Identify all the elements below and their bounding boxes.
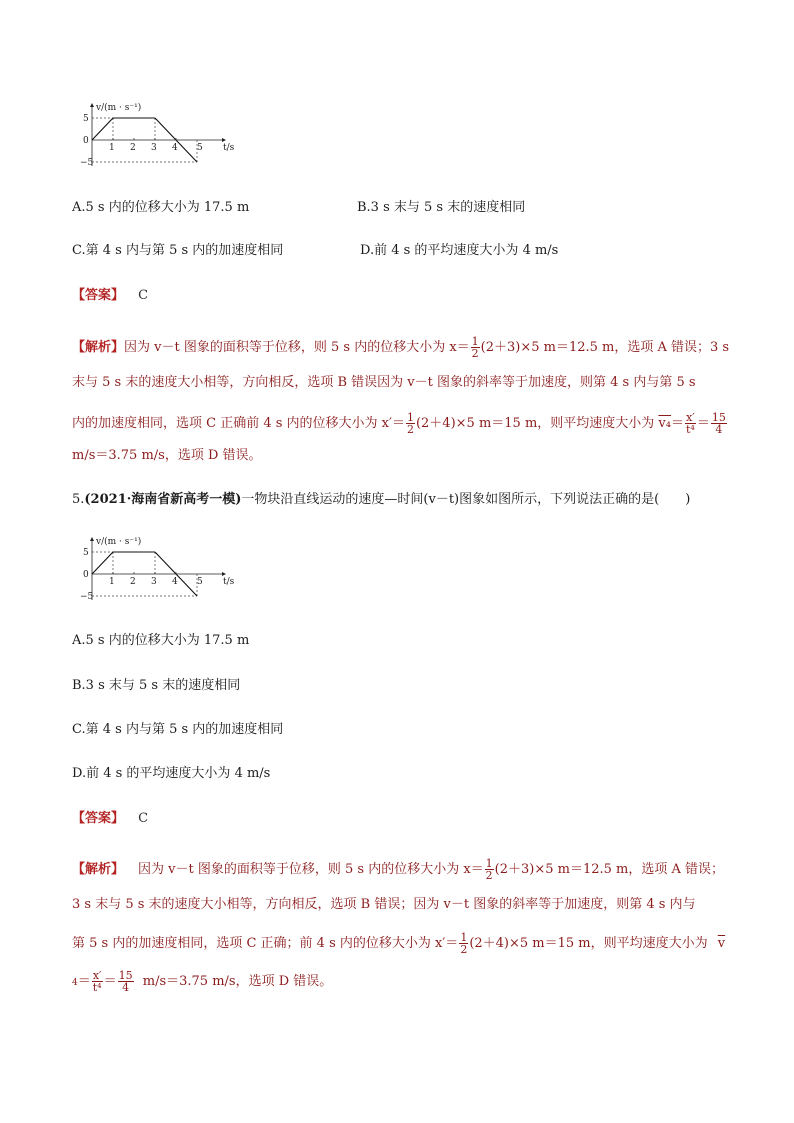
analysis-text: (2＋3)×5 m＝12.5 m，选项 A 错误；3 s [480, 340, 730, 355]
top-analysis-line-3 [72, 412, 728, 435]
fraction-x-over-t: $\frac{x'}{\text{t⁴}}$ [686, 411, 695, 436]
y-tick-neg5: −5 [80, 592, 94, 602]
fraction-x-over-t: $\frac{x'}{\text{t⁴}}$ [92, 969, 102, 994]
q5-analysis-line-3 [72, 932, 725, 955]
top-option-b: B.3 s 末与 5 s 末的速度相同 [357, 200, 526, 215]
vt-graph-top [80, 100, 240, 172]
q5-analysis-line-2: 3 s 末与 5 s 末的速度大小相等，方向相反，选项 B 错误；因为 v－t 图象的斜率等于加速度，则第 4 s 内与 [72, 897, 696, 912]
top-option-d: D.前 4 s 的平均速度大小为 4 m/s [360, 243, 559, 258]
x-tick-5: 5 [197, 143, 203, 153]
x-tick-2: 2 [130, 577, 136, 587]
analysis-text: 第 5 s 内的加速度相同，选项 C 正确；前 4 s 内的位移大小为 x′＝ [72, 936, 459, 951]
x-tick-4: 4 [172, 577, 178, 587]
top-analysis-line-1 [72, 336, 729, 359]
q5-source: (2021·海南省新高考一模) [84, 492, 242, 507]
avg-velocity-symbol: $\overline{v}$ [717, 936, 726, 951]
analysis-text: (2＋3)×5 m＝12.5 m，选项 A 错误； [494, 862, 725, 877]
y-tick-0: 0 [83, 570, 89, 580]
analysis-text: (2＋4)×5 m＝15 m，则平均速度大小为 [415, 416, 655, 431]
x-tick-3: 3 [151, 577, 157, 587]
y-tick-5: 5 [83, 548, 89, 558]
answer-value: C [138, 288, 149, 303]
answer-value: C [138, 811, 149, 826]
fraction-half: $\frac{1}{2}$ [406, 411, 414, 436]
equals-sign: ＝ [670, 416, 684, 431]
top-option-a: A.5 s 内的位移大小为 17.5 m [72, 200, 250, 215]
answer-label: 【答案】 [72, 288, 125, 303]
equals-sign: ＝ [103, 974, 117, 989]
analysis-text: m/s＝3.75 m/s，选项 D 错误。 [142, 974, 333, 989]
analysis-text: 因为 v－t 图象的面积等于位移，则 5 s 内的位移大小为 x＝ [124, 340, 470, 355]
fraction-half: $\frac{1}{2}$ [485, 857, 493, 882]
x-tick-5: 5 [197, 577, 203, 587]
velocity-subscript: 4 [72, 978, 78, 988]
x-tick-2: 2 [130, 143, 136, 153]
q5-analysis-line-1 [72, 858, 724, 881]
x-tick-3: 3 [151, 143, 157, 153]
x-axis-label: t/s [223, 577, 235, 587]
analysis-text: 因为 v－t 图象的面积等于位移，则 5 s 内的位移大小为 x＝ [138, 862, 484, 877]
fraction-15-over-4: $\frac{15}{4}$ [711, 411, 726, 436]
q5-answer [72, 810, 148, 828]
series-segment [92, 552, 113, 574]
vt-graph-q5 [80, 534, 240, 606]
analysis-text: (2＋4)×5 m＝15 m，则平均速度大小为 [469, 936, 708, 951]
fraction-half: $\frac{1}{2}$ [460, 931, 468, 956]
q5-stem-text: 一物块沿直线运动的速度—时间(v－t)图象如图所示，下列说法正确的是( ) [241, 492, 691, 507]
q5-option-c: C.第 4 s 内与第 5 s 内的加速度相同 [72, 722, 284, 737]
y-axis-label: v/(m · s⁻¹) [96, 537, 142, 547]
q5-number: 5. [72, 492, 85, 507]
equals-sign: ＝ [77, 974, 91, 989]
top-analysis-line-4: m/s＝3.75 m/s，选项 D 错误。 [72, 448, 262, 463]
q5-option-b: B.3 s 末与 5 s 末的速度相同 [72, 678, 241, 693]
top-option-c: C.第 4 s 内与第 5 s 内的加速度相同 [72, 243, 284, 258]
q5-stem [72, 491, 690, 509]
analysis-label: 【解析】 [72, 340, 125, 355]
q5-analysis-line-4 [72, 970, 332, 993]
x-axis-label: t/s [223, 143, 235, 153]
x-tick-1: 1 [109, 143, 115, 153]
analysis-label: 【解析】 [72, 862, 125, 877]
top-answer [72, 287, 148, 305]
y-tick-0: 0 [83, 136, 89, 146]
series-segment [92, 118, 113, 140]
y-axis-label: v/(m · s⁻¹) [96, 103, 142, 113]
equals-sign: ＝ [696, 416, 710, 431]
x-tick-1: 1 [109, 577, 115, 587]
y-tick-5: 5 [83, 114, 89, 124]
answer-label: 【答案】 [72, 811, 125, 826]
fraction-15-over-4: $\frac{15}{4}$ [118, 969, 133, 994]
avg-velocity-symbol: v₄ [658, 416, 671, 431]
fraction-half: $\frac{1}{2}$ [471, 335, 479, 360]
x-tick-4: 4 [172, 143, 178, 153]
q5-option-d: D.前 4 s 的平均速度大小为 4 m/s [72, 766, 271, 781]
analysis-text: 内的加速度相同，选项 C 正确前 4 s 内的位移大小为 x′＝ [72, 416, 405, 431]
q5-option-a: A.5 s 内的位移大小为 17.5 m [72, 633, 250, 648]
y-tick-neg5: −5 [80, 158, 94, 168]
top-analysis-line-2: 末与 5 s 末的速度大小相等，方向相反，选项 B 错误因为 v－t 图象的斜率等于加速度，则第 4 s 内与第 5 s [72, 375, 696, 390]
